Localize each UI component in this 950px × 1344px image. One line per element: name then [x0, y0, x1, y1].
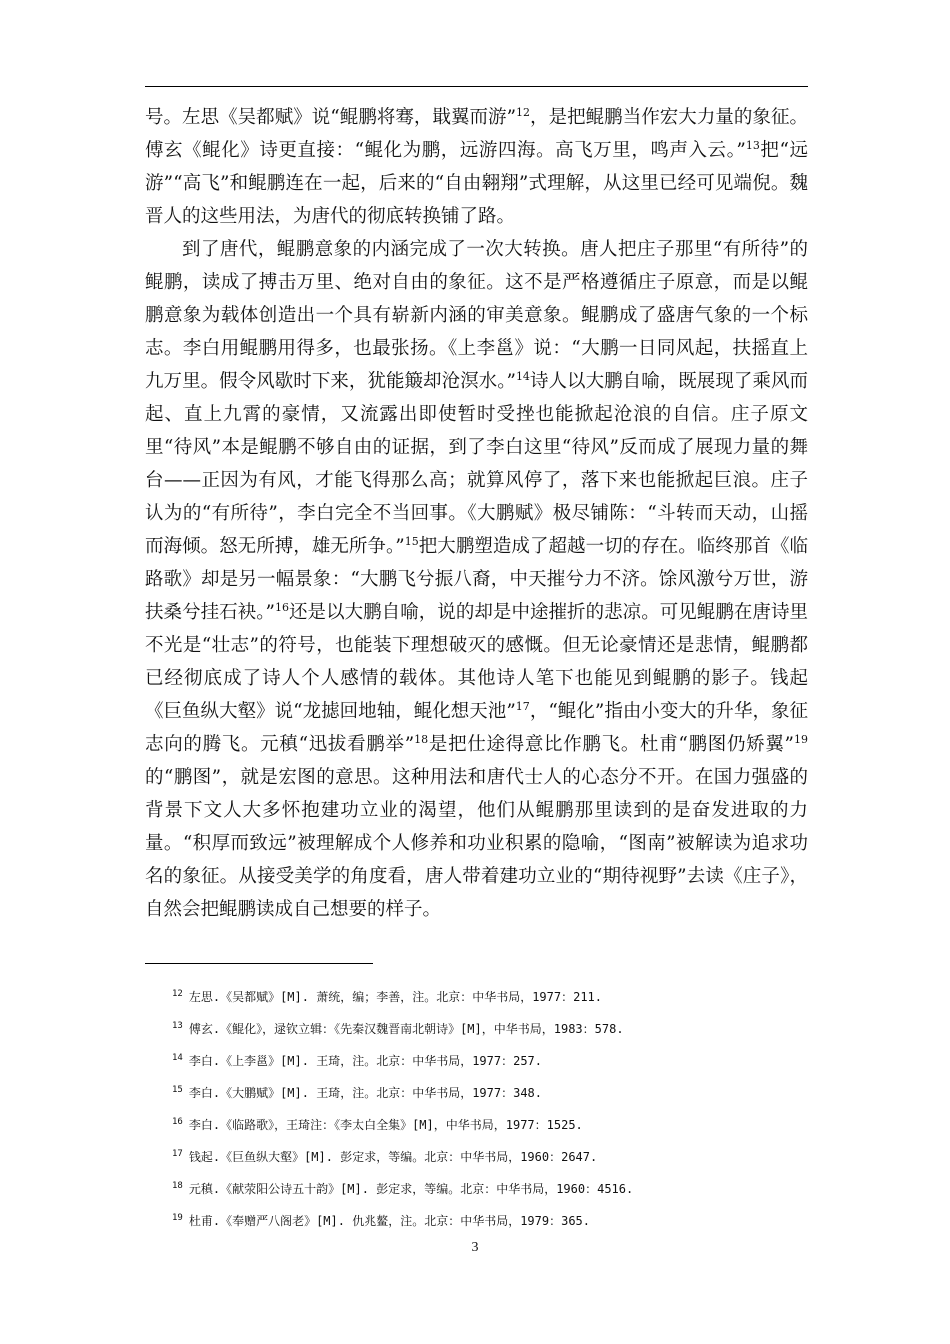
footnote-reference: 15: [404, 534, 419, 548]
footnote-number: 13: [172, 1021, 183, 1031]
paragraph: [145, 101, 808, 233]
footnote-reference: 12: [516, 105, 531, 119]
paragraph-text: 号。左思《吴都赋》说“鲲鹏将骞，戢翼而游”: [145, 107, 517, 128]
footnote-text: 元稹.《献荥阳公诗五十韵》[M]. 彭定求，等编。北京：中华书局，1960：4516.: [188, 1182, 634, 1196]
footnote-text: 傅玄.《鲲化》，逯钦立辑：《先秦汉魏晋南北朝诗》[M]，中华书局，1983：578.: [188, 1022, 624, 1036]
footnote-item: [172, 1079, 802, 1111]
footnote-number: 16: [172, 1117, 183, 1127]
footnote-separator: [145, 963, 373, 964]
footnote-item: [172, 1015, 802, 1047]
paragraph-text: 的“鹏图”，就是宏图的意思。这种用法和唐代士人的心态分不开。在国力强盛的背景下文人大多怀抱建功立业的渴望，他们从鲲鹏那里读到的是奋发进取的力量。“积厚而致远”被理解成个人修养和功业积累的隐喻，“图南”被解读为追求功名的象征。从接受美学的角度看，唐人带着建功立业的“期待视野”去读《庄子》，自然会把鲲鹏读成自己想要的样子。: [145, 767, 808, 920]
footnote-number: 12: [172, 989, 183, 999]
footnote-text: 左思.《吴都赋》[M]. 萧统，编；李善，注。北京：中华书局，1977：211.: [188, 990, 602, 1004]
paragraph-text: 把“远游”“高飞”和鲲鹏连在一起，后来的“自由翱翔”式理解，从这里已经可见端倪。魏晋人的这些用法，为唐代的彻底转换铺了路。: [145, 140, 808, 227]
footnote-text: 杜甫.《奉赠严八阁老》[M]. 仇兆鳌，注。北京：中华书局，1979：365.: [188, 1214, 590, 1228]
paragraph: [145, 233, 808, 926]
body-text: [145, 101, 808, 926]
footnote-text: 李白.《临路歌》，王琦注：《李太白全集》[M]，中华书局，1977：1525.: [188, 1118, 583, 1132]
paragraph-text: 诗人以大鹏自喻，既展现了乘风而起、直上九霄的豪情，又流露出即使暂时受挫也能掀起沧浪的自信。庄子原文里“待风”本是鲲鹏不够自由的证据，到了李白这里“待风”反而成了展现力量的舞台——正因为有风，才能飞得那么高；就算风停了，落下来也能掀起巨浪。庄子认为的“有所待”，李白完全不当回事。《大鹏赋》极尽铺陈：“斗转而天动，山摇而海倾。怒无所搏，雄无所争。”: [145, 371, 808, 557]
footnotes: [172, 983, 802, 1239]
footnote-text: 李白.《上李邕》[M]. 王琦，注。北京：中华书局，1977：257.: [188, 1054, 542, 1068]
footnote-item: [172, 1207, 802, 1239]
footnote-text: 李白.《大鹏赋》[M]. 王琦，注。北京：中华书局，1977：348.: [188, 1086, 542, 1100]
paragraph-text: ，“鲲化”指由小变大的升华，象征志向的腾飞。元稹“迅拔看鹏举”: [145, 701, 809, 755]
footnote-reference: 16: [274, 600, 289, 614]
footnote-item: [172, 983, 802, 1015]
footnote-item: [172, 1047, 802, 1079]
footnote-reference: 13: [745, 138, 760, 152]
footnote-text: 钱起.《巨鱼纵大壑》[M]. 彭定求，等编。北京：中华书局，1960：2647.: [188, 1150, 598, 1164]
footnote-reference: 18: [414, 732, 429, 746]
footnote-number: 14: [172, 1053, 183, 1063]
paragraph-text: 把大鹏塑造成了超越一切的存在。临终那首《临路歌》却是另一幅景象：“大鹏飞兮振八裔，中天摧兮力不济。馀风激兮万世，游扶桑兮挂石袂。”: [145, 536, 808, 623]
footnote-reference: 14: [515, 369, 530, 383]
paragraph-text: ，是把鲲鹏当作宏大力量的象征。傅玄《鲲化》诗更直接：“鲲化为鹏，远游四海。高飞万里，鸣声入云。”: [145, 107, 808, 161]
footnote-reference: 17: [515, 699, 530, 713]
footnote-reference: 19: [794, 732, 809, 746]
footnote-item: [172, 1143, 802, 1175]
footnote-number: 18: [172, 1181, 183, 1191]
footnote-number: 17: [172, 1149, 183, 1159]
paragraph-text: 到了唐代，鲲鹏意象的内涵完成了一次大转换。唐人把庄子那里“有所待”的鲲鹏，读成了搏击万里、绝对自由的象征。这不是严格遵循庄子原意，而是以鲲鹏意象为载体创造出一个具有崭新内涵的审美意象。鲲鹏成了盛唐气象的一个标志。李白用鲲鹏用得多，也最张扬。《上李邕》说：“大鹏一日同风起，扶摇直上九万里。假令风歇时下来，犹能簸却沧溟水。”: [145, 239, 808, 392]
footnote-item: [172, 1111, 802, 1143]
header-rule: [145, 86, 808, 87]
footnote-number: 15: [172, 1085, 183, 1095]
paragraph-text: 是把仕途得意比作鹏飞。杜甫“鹏图仍矫翼”: [428, 734, 795, 755]
page-number: 3: [471, 1240, 479, 1255]
paragraph-text: 还是以大鹏自喻，说的却是中途摧折的悲凉。可见鲲鹏在唐诗里不光是“壮志”的符号，也能装下理想破灭的感慨。但无论豪情还是悲情，鲲鹏都已经彻底成了诗人个人感情的载体。其他诗人笔下也能见到鲲鹏的影子。钱起《巨鱼纵大壑》说“龙摅回地轴，鲲化想天池”: [145, 602, 808, 722]
footnote-number: 19: [172, 1213, 183, 1223]
footnote-item: [172, 1175, 802, 1207]
